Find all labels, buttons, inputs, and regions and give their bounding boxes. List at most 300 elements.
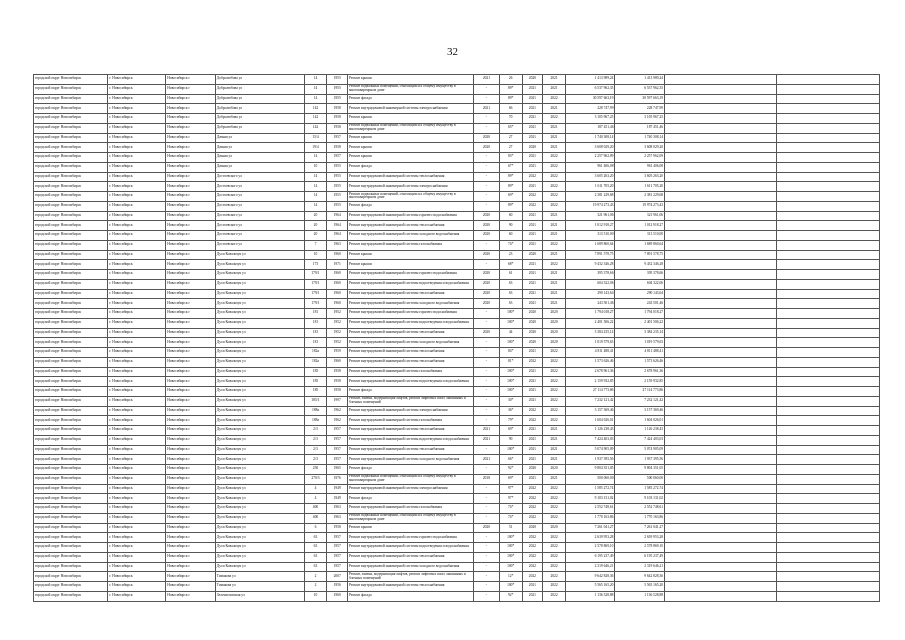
table-row (34, 465, 880, 475)
wear-percent-cell: 63 (499, 279, 522, 289)
locality-cell: Новосибирск г (166, 377, 216, 387)
empty-cell-b (776, 591, 879, 601)
last-repair-year-cell: - (474, 416, 500, 426)
house-number-cell: 270/3 (304, 474, 327, 484)
house-number-cell: 185 (304, 377, 327, 387)
municipality-cell: городской округ Новосибирск (34, 133, 108, 143)
plan-end-year-cell: 2021 (543, 474, 566, 484)
street-cell: Дуси Ковальчук ул (215, 416, 304, 426)
total-cost-cell: 5 565 165,20 (615, 582, 665, 592)
empty-cell-a (665, 75, 777, 85)
plan-start-year-cell: 2022 (522, 484, 543, 494)
empty-cell-b (776, 504, 879, 514)
municipality-cell: городской округ Новосибирск (34, 338, 108, 348)
wear-percent-cell: 74* (499, 504, 522, 514)
plan-start-year-cell: 2022 (522, 533, 543, 543)
plan-start-year-cell: 2020 (522, 250, 543, 260)
empty-cell-b (776, 133, 879, 143)
table-row (34, 572, 880, 582)
cost-cell: 2 678 961,36 (565, 367, 615, 377)
plan-start-year-cell: 2021 (522, 396, 543, 406)
locality-cell: Новосибирск г (166, 192, 216, 202)
work-type-cell: Ремонт, замена, модернизация лифтов, ремонт лифтовых шахт, машинных и блочных помещений (347, 396, 473, 406)
wear-percent-cell: 30* (499, 396, 522, 406)
empty-cell-a (665, 162, 777, 172)
house-number-cell: 142 (304, 104, 327, 114)
year-built-cell: 1960 (327, 289, 348, 299)
city-cell: г. Новосибирск (108, 523, 166, 533)
street-cell: Дуси Ковальчук ул (215, 513, 304, 523)
total-cost-cell: 2 578 869,10 (615, 543, 665, 553)
total-cost-cell: 2 401 506,22 (615, 318, 665, 328)
municipality-cell: городской округ Новосибирск (34, 221, 108, 231)
locality-cell: Новосибирск г (166, 133, 216, 143)
locality-cell: Новосибирск г (166, 387, 216, 397)
year-built-cell: 1963 (327, 240, 348, 250)
empty-cell-a (665, 562, 777, 572)
empty-cell-a (665, 279, 777, 289)
empty-cell-b (776, 318, 879, 328)
locality-cell: Новосибирск г (166, 162, 216, 172)
street-cell: Дуси Ковальчук ул (215, 338, 304, 348)
house-number-cell: 179/1 (304, 299, 327, 309)
street-cell: Дуси Ковальчук ул (215, 533, 304, 543)
empty-cell-a (665, 572, 777, 582)
plan-start-year-cell: 2022 (522, 192, 543, 202)
wear-percent-cell: 69* (499, 426, 522, 436)
empty-cell-b (776, 435, 879, 445)
wear-percent-cell: 100* (499, 562, 522, 572)
last-repair-year-cell: 2020 (474, 143, 500, 153)
municipality-cell: городской округ Новосибирск (34, 523, 108, 533)
work-type-cell: Ремонт внутридомовой инженерной системы водоотведения и водоснабжения (347, 279, 473, 289)
total-cost-cell: 1 611 705,20 (615, 182, 665, 192)
municipality-cell: городской округ Новосибирск (34, 504, 108, 514)
work-type-cell: Ремонт внутридомовой инженерной системы горячего водоснабжения (347, 309, 473, 319)
empty-cell-b (776, 348, 879, 358)
empty-cell-a (665, 494, 777, 504)
house-number-cell: 2/3 (304, 455, 327, 465)
work-type-cell: Ремонт внутридомовой инженерной системы электроснабжения (347, 406, 473, 416)
total-cost-cell: 1 604 026,01 (615, 416, 665, 426)
year-built-cell: 1955 (327, 172, 348, 182)
city-cell: г. Новосибирск (108, 221, 166, 231)
wear-percent-cell: 100* (499, 533, 522, 543)
cost-cell: 3 384 235,14 (565, 328, 615, 338)
work-type-cell: Ремонт внутридомовой инженерной системы газоснабжения (347, 416, 473, 426)
locality-cell: Новосибирск г (166, 289, 216, 299)
municipality-cell: городской округ Новосибирск (34, 299, 108, 309)
cost-cell: 27 114 773,86 (565, 387, 615, 397)
locality-cell: Новосибирск г (166, 279, 216, 289)
plan-start-year-cell: 2022 (522, 543, 543, 553)
empty-cell-a (665, 435, 777, 445)
house-number-cell: 20 (304, 221, 327, 231)
total-cost-cell: 3 157 369,46 (615, 406, 665, 416)
empty-cell-b (776, 484, 879, 494)
locality-cell: Новосибирск г (166, 523, 216, 533)
city-cell: г. Новосибирск (108, 94, 166, 104)
cost-cell: 2 639 953,28 (565, 533, 615, 543)
last-repair-year-cell: - (474, 562, 500, 572)
city-cell: г. Новосибирск (108, 123, 166, 133)
last-repair-year-cell: - (474, 484, 500, 494)
plan-start-year-cell: 2020 (522, 143, 543, 153)
street-cell: Дуси Ковальчук ул (215, 387, 304, 397)
work-type-cell: Ремонт крыши (347, 153, 473, 163)
total-cost-cell: 19 974 273,43 (615, 201, 665, 211)
locality-cell: Новосибирск г (166, 513, 216, 523)
year-built-cell: 1958 (327, 387, 348, 397)
street-cell: Зеленхозовская ул (215, 591, 304, 601)
wear-percent-cell: 66* (499, 455, 522, 465)
total-cost-cell: 27 114 773,86 (615, 387, 665, 397)
wear-percent-cell: 100* (499, 377, 522, 387)
wear-percent-cell: 79* (499, 416, 522, 426)
plan-end-year-cell: 2021 (543, 270, 566, 280)
empty-cell-a (665, 94, 777, 104)
work-type-cell: Ремонт внутридомовой инженерной системы теплоснабжения (347, 289, 473, 299)
last-repair-year-cell: - (474, 192, 500, 202)
empty-cell-a (665, 84, 777, 94)
city-cell: г. Новосибирск (108, 84, 166, 94)
table-row (34, 533, 880, 543)
work-type-cell: Ремонт внутридомовой инженерной системы теплоснабжения (347, 357, 473, 367)
total-cost-cell: 5 074 905,09 (615, 445, 665, 455)
work-type-cell: Ремонт крыши (347, 523, 473, 533)
plan-start-year-cell: 2022 (522, 406, 543, 416)
year-built-cell: 1955 (327, 162, 348, 172)
street-cell: Дачная ул (215, 153, 304, 163)
cost-cell: 3 105 967,25 (565, 114, 615, 124)
municipality-cell: городской округ Новосибирск (34, 75, 108, 85)
street-cell: Дуси Ковальчук ул (215, 562, 304, 572)
last-repair-year-cell: 2020 (474, 299, 500, 309)
plan-start-year-cell: 2021 (522, 387, 543, 397)
street-cell: Дачная ул (215, 133, 304, 143)
locality-cell: Новосибирск г (166, 309, 216, 319)
last-repair-year-cell: 2021 (474, 426, 500, 436)
locality-cell: Новосибирск г (166, 572, 216, 582)
plan-end-year-cell: 2022 (543, 192, 566, 202)
municipality-cell: городской округ Новосибирск (34, 201, 108, 211)
empty-cell-a (665, 221, 777, 231)
municipality-cell: городской округ Новосибирск (34, 192, 108, 202)
locality-cell: Новосибирск г (166, 504, 216, 514)
city-cell: г. Новосибирск (108, 484, 166, 494)
cost-cell: 243 501,46 (565, 299, 615, 309)
year-built-cell: 1964 (327, 231, 348, 241)
cost-cell: 6 195 237,49 (565, 552, 615, 562)
empty-cell-a (665, 172, 777, 182)
empty-cell-b (776, 299, 879, 309)
cost-cell: 1 413 989,24 (565, 75, 615, 85)
cost-cell: 3 157 369,46 (565, 406, 615, 416)
capital-repair-table-container (33, 74, 880, 612)
empty-cell-b (776, 465, 879, 475)
city-cell: г. Новосибирск (108, 367, 166, 377)
last-repair-year-cell: - (474, 182, 500, 192)
empty-cell-b (776, 94, 879, 104)
house-number-cell: 173 (304, 260, 327, 270)
empty-cell-b (776, 455, 879, 465)
street-cell: Дуси Ковальчук ул (215, 357, 304, 367)
plan-end-year-cell: 2020 (543, 338, 566, 348)
plan-end-year-cell: 2022 (543, 348, 566, 358)
empty-cell-a (665, 523, 777, 533)
house-number-cell: 19/4 (304, 143, 327, 153)
year-built-cell: 1949 (327, 494, 348, 504)
year-built-cell: 1960 (327, 299, 348, 309)
empty-cell-a (665, 387, 777, 397)
last-repair-year-cell: - (474, 572, 500, 582)
house-number-cell: 2 (304, 582, 327, 592)
wear-percent-cell: 12* (499, 572, 522, 582)
cost-cell: 1 604 026,01 (565, 416, 615, 426)
last-repair-year-cell: - (474, 377, 500, 387)
wear-percent-cell: 90 (499, 221, 522, 231)
plan-start-year-cell: 2021 (522, 367, 543, 377)
locality-cell: Новосибирск г (166, 426, 216, 436)
empty-cell-a (665, 465, 777, 475)
street-cell: Дуси Ковальчук ул (215, 426, 304, 436)
plan-start-year-cell: 2020 (522, 338, 543, 348)
work-type-cell: Ремонт подвальных помещений, относящихся к общему имуществу в многоквартирном доме (347, 513, 473, 523)
cost-cell: 1 136 528,88 (565, 591, 615, 601)
street-cell: Добролюбова ул (215, 84, 304, 94)
house-number-cell: 250 (304, 465, 327, 475)
locality-cell: Новосибирск г (166, 474, 216, 484)
table-row (34, 270, 880, 280)
last-repair-year-cell: - (474, 543, 500, 553)
year-built-cell: 1960 (327, 279, 348, 289)
year-built-cell: 1949 (327, 484, 348, 494)
total-cost-cell: 1 012 918,27 (615, 221, 665, 231)
city-cell: г. Новосибирск (108, 299, 166, 309)
street-cell: Дуси Ковальчук ул (215, 348, 304, 358)
cost-cell: 4 811 488,41 (565, 348, 615, 358)
plan-start-year-cell: 2021 (522, 94, 543, 104)
table-row (34, 474, 880, 484)
wear-percent-cell: 89* (499, 201, 522, 211)
plan-start-year-cell: 2022 (522, 504, 543, 514)
plan-end-year-cell: 2022 (543, 387, 566, 397)
empty-cell-a (665, 504, 777, 514)
wear-percent-cell: 74* (499, 513, 522, 523)
house-number-cell: 2/3 (304, 435, 327, 445)
empty-cell-b (776, 211, 879, 221)
plan-end-year-cell: 2022 (543, 367, 566, 377)
empty-cell-b (776, 582, 879, 592)
table-row (34, 328, 880, 338)
last-repair-year-cell: - (474, 504, 500, 514)
municipality-cell: городской округ Новосибирск (34, 484, 108, 494)
plan-end-year-cell: 2021 (543, 435, 566, 445)
wear-percent-cell: 100* (499, 552, 522, 562)
last-repair-year-cell: - (474, 201, 500, 211)
empty-cell-a (665, 250, 777, 260)
last-repair-year-cell: - (474, 309, 500, 319)
work-type-cell: Ремонт крыши (347, 75, 473, 85)
locality-cell: Новосибирск г (166, 357, 216, 367)
locality-cell: Новосибирск г (166, 84, 216, 94)
work-type-cell: Ремонт, замена, модернизация лифтов, ремонт лифтовых шахт, машинных и блочных помещений (347, 572, 473, 582)
city-cell: г. Новосибирск (108, 455, 166, 465)
work-type-cell: Ремонт внутридомовой инженерной системы газоснабжения (347, 504, 473, 514)
last-repair-year-cell: - (474, 465, 500, 475)
plan-end-year-cell: 2022 (543, 153, 566, 163)
empty-cell-b (776, 309, 879, 319)
wear-percent-cell: 69* (499, 474, 522, 484)
plan-end-year-cell: 2021 (543, 133, 566, 143)
municipality-cell: городской округ Новосибирск (34, 250, 108, 260)
table-row (34, 357, 880, 367)
year-built-cell: 1952 (327, 338, 348, 348)
house-number-cell: 188a (304, 406, 327, 416)
work-type-cell: Ремонт подвальных помещений, относящихся к общему имуществу в многоквартирном доме (347, 474, 473, 484)
city-cell: г. Новосибирск (108, 114, 166, 124)
municipality-cell: городской округ Новосибирск (34, 357, 108, 367)
locality-cell: Новосибирск г (166, 416, 216, 426)
street-cell: Достоевского ул (215, 201, 304, 211)
locality-cell: Новосибирск г (166, 591, 216, 601)
street-cell: Дуси Ковальчук ул (215, 465, 304, 475)
year-built-cell: 1958 (327, 143, 348, 153)
empty-cell-b (776, 279, 879, 289)
cost-cell: 313 510,00 (565, 231, 615, 241)
last-repair-year-cell: - (474, 367, 500, 377)
empty-cell-b (776, 328, 879, 338)
empty-cell-a (665, 201, 777, 211)
empty-cell-a (665, 123, 777, 133)
locality-cell: Новосибирск г (166, 582, 216, 592)
wear-percent-cell: 100* (499, 387, 522, 397)
empty-cell-b (776, 416, 879, 426)
city-cell: г. Новосибирск (108, 75, 166, 85)
wear-percent-cell: 68* (499, 260, 522, 270)
plan-end-year-cell: 2022 (543, 582, 566, 592)
city-cell: г. Новосибирск (108, 192, 166, 202)
empty-cell-a (665, 270, 777, 280)
table-row (34, 260, 880, 270)
street-cell: Дуси Ковальчук ул (215, 328, 304, 338)
empty-cell-b (776, 543, 879, 553)
table-row (34, 240, 880, 250)
city-cell: г. Новосибирск (108, 309, 166, 319)
locality-cell: Новосибирск г (166, 250, 216, 260)
empty-cell-a (665, 416, 777, 426)
last-repair-year-cell: 2020 (474, 328, 500, 338)
plan-end-year-cell: 2021 (543, 84, 566, 94)
total-cost-cell: 313 510,00 (615, 231, 665, 241)
municipality-cell: городской округ Новосибирск (34, 270, 108, 280)
locality-cell: Новосибирск г (166, 260, 216, 270)
table-row (34, 123, 880, 133)
municipality-cell: городской округ Новосибирск (34, 309, 108, 319)
cost-cell: 604 322,06 (565, 279, 615, 289)
municipality-cell: городской округ Новосибирск (34, 84, 108, 94)
plan-start-year-cell: 2022 (522, 172, 543, 182)
cost-cell: 1 937 395,56 (565, 455, 615, 465)
last-repair-year-cell: - (474, 357, 500, 367)
work-type-cell: Ремонт внутридомовой инженерной системы водоотведения и водоснабжения (347, 435, 473, 445)
cost-cell: 30 597 663,19 (565, 94, 615, 104)
wear-percent-cell: 36* (499, 406, 522, 416)
municipality-cell: городской округ Новосибирск (34, 426, 108, 436)
house-number-cell: 14 (304, 84, 327, 94)
empty-cell-b (776, 474, 879, 484)
work-type-cell: Ремонт фасада (347, 94, 473, 104)
street-cell: Дуси Ковальчук ул (215, 543, 304, 553)
table-row (34, 591, 880, 601)
cost-cell: 2 381 229,68 (565, 192, 615, 202)
cost-cell: 2 552 748,61 (565, 504, 615, 514)
wear-percent-cell: 100* (499, 445, 522, 455)
house-number-cell: 181 (304, 318, 327, 328)
work-type-cell: Ремонт внутридомовой инженерной системы теплоснабжения (347, 172, 473, 182)
city-cell: г. Новосибирск (108, 357, 166, 367)
plan-end-year-cell: 2021 (543, 75, 566, 85)
total-cost-cell: 2 159 932,85 (615, 377, 665, 387)
empty-cell-a (665, 338, 777, 348)
city-cell: г. Новосибирск (108, 396, 166, 406)
house-number-cell: 63 (304, 533, 327, 543)
plan-start-year-cell: 2021 (522, 182, 543, 192)
locality-cell: Новосибирск г (166, 240, 216, 250)
last-repair-year-cell: - (474, 318, 500, 328)
street-cell: Дачная ул (215, 162, 304, 172)
wear-percent-cell: 67* (499, 162, 522, 172)
plan-end-year-cell: 2021 (543, 221, 566, 231)
street-cell: Дуси Ковальчук ул (215, 377, 304, 387)
city-cell: г. Новосибирск (108, 231, 166, 241)
table-row (34, 192, 880, 202)
locality-cell: Новосибирск г (166, 318, 216, 328)
total-cost-cell: 243 501,46 (615, 299, 665, 309)
plan-end-year-cell: 2020 (543, 523, 566, 533)
city-cell: г. Новосибирск (108, 426, 166, 436)
cost-cell: 2 578 869,10 (565, 543, 615, 553)
city-cell: г. Новосибирск (108, 387, 166, 397)
plan-start-year-cell: 2021 (522, 435, 543, 445)
plan-end-year-cell: 2022 (543, 504, 566, 514)
work-type-cell: Ремонт внутридомовой инженерной системы теплоснабжения (347, 328, 473, 338)
work-type-cell: Ремонт внутридомовой инженерной системы теплоснабжения (347, 348, 473, 358)
municipality-cell: городской округ Новосибирск (34, 455, 108, 465)
plan-end-year-cell: 2022 (543, 172, 566, 182)
last-repair-year-cell: - (474, 260, 500, 270)
plan-start-year-cell: 2021 (522, 123, 543, 133)
house-number-cell: 179/1 (304, 279, 327, 289)
total-cost-cell: 30 597 663,19 (615, 94, 665, 104)
street-cell: Достоевского ул (215, 172, 304, 182)
wear-percent-cell: 23 (499, 250, 522, 260)
municipality-cell: городской округ Новосибирск (34, 387, 108, 397)
wear-percent-cell: 63 (499, 299, 522, 309)
locality-cell: Новосибирск г (166, 494, 216, 504)
locality-cell: Новосибирск г (166, 211, 216, 221)
street-cell: Дуси Ковальчук ул (215, 406, 304, 416)
house-number-cell: 10 (304, 591, 327, 601)
municipality-cell: городской округ Новосибирск (34, 318, 108, 328)
table-row (34, 396, 880, 406)
city-cell: г. Новосибирск (108, 260, 166, 270)
municipality-cell: городской округ Новосибирск (34, 153, 108, 163)
street-cell: Дуси Ковальчук ул (215, 552, 304, 562)
house-number-cell: 63 (304, 543, 327, 553)
city-cell: г. Новосибирск (108, 513, 166, 523)
municipality-cell: городской округ Новосибирск (34, 396, 108, 406)
